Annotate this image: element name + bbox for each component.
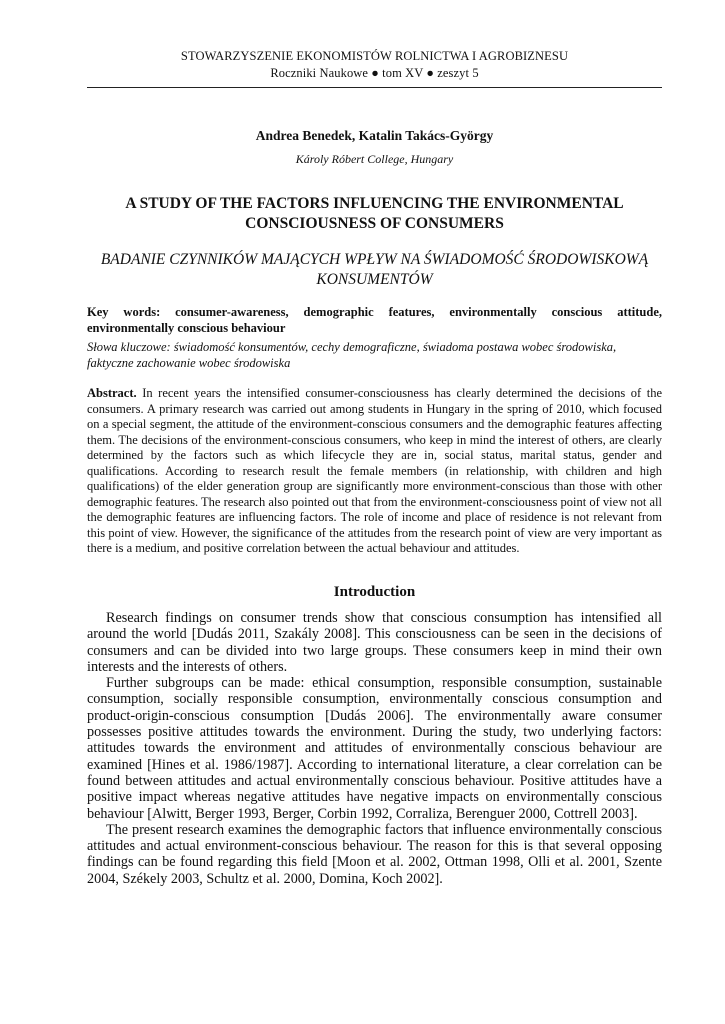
publisher-name: STOWARZYSZENIE EKONOMISTÓW ROLNICTWA I AGROBIZNESU (180, 49, 569, 63)
body-text (87, 610, 662, 887)
authors: Andrea Benedek, Katalin Takács-György (255, 128, 494, 143)
abstract (87, 386, 662, 557)
paper-title-polish: BADANIE CZYNNIKÓW MAJĄCYCH WPŁYW NA ŚWIADOMOŚĆ ŚRODOWISKOWĄ KONSUMENTÓW (100, 251, 649, 288)
keywords-polish: Słowa kluczowe: świadomość konsumentów, cechy demograficzne, świadoma postawa wobec środowiska, faktyczne zachowanie wobec środowiska (87, 340, 617, 370)
paragraph: Further subgroups can be made: ethical consumption, responsible consumption, sustainable consumption, socially responsible consumption, environmentally conscious consumption and product-origin-conscious consumption [Dudás 2006]. The environmentally aware consumer possesses positive attitudes towards the environment. During the study, two underlying factors: attitudes towards the environment and attitudes of environmentally conscious behaviour are examined [Hines et al. 1986/1987]. According to international literature, a clear correlation can be found between attitudes and actual environmentally conscious behaviour. Positive attitudes have a positive impact whereas negative attitudes have negative impacts on environmentally conscious behaviour [Alwitt, Berger 1993, Berger, Corbin 1992, Corraliza, Berenguer 2000, Cottrell 2003]. (87, 675, 662, 822)
paragraph: The present research examines the demographic factors that influence environmentally conscious attitudes and actual environment-conscious behaviour. The reason for this is that several opposing findings can be found regarding this field [Moon et al. 2002, Ottman 1998, Olli et al. 2001, Szente 2004, Székely 2003, Schultz et al. 2000, Domina, Koch 2002]. (87, 821, 662, 887)
keywords: Key words: consumer-awareness, demographic features, environmentally conscious attitude, environmentally conscious behaviour (87, 305, 662, 335)
header-rule (87, 87, 662, 88)
affiliation: Károly Róbert College, Hungary (295, 152, 454, 166)
journal-volume: Roczniki Naukowe ● tom XV ● zeszyt 5 (270, 66, 479, 80)
section-heading: Introduction (333, 584, 416, 600)
abstract-label: Abstract. (87, 386, 137, 400)
paragraph: Research findings on consumer trends show that conscious consumption has intensified all around the world [Dudás 2011, Szakály 2008]. This consciousness can be seen in the decisions of consumers and can be divided into two large groups. These consumers keep in mind their own interests and the interests of others. (87, 610, 662, 675)
abstract-text: In recent years the intensified consumer-consciousness has clearly determined the decisions of the consumers. A primary research was carried out among students in Hungary in the spring of 2010, which focused on a special segment, the attitude of the environment-conscious consumers and the demographic features affecting them. The decisions of the environment-conscious consumers, who keep in mind the interest of others, are clearly determined by the factors such as which lifecycle they are in, social status, marital status, gender and qualifications. According to research result the female members (in relationship, with children and high qualifications) of the elder generation group are significantly more environment-conscious than those with other demographic features. The research also pointed out that from the environment-consciousness point of view not all the demographic features are influencing factors. The role of income and place of residence is not relevant from this point of view. However, the significance of the attitudes from the research point of view are very important as there is a medium, and positive correlation between the actual behaviour and attitudes. (87, 386, 662, 555)
journal-header (87, 48, 662, 82)
paper-title: A STUDY OF THE FACTORS INFLUENCING THE ENVIRONMENTAL CONSCIOUSNESS OF CONSUMERS (125, 195, 624, 232)
